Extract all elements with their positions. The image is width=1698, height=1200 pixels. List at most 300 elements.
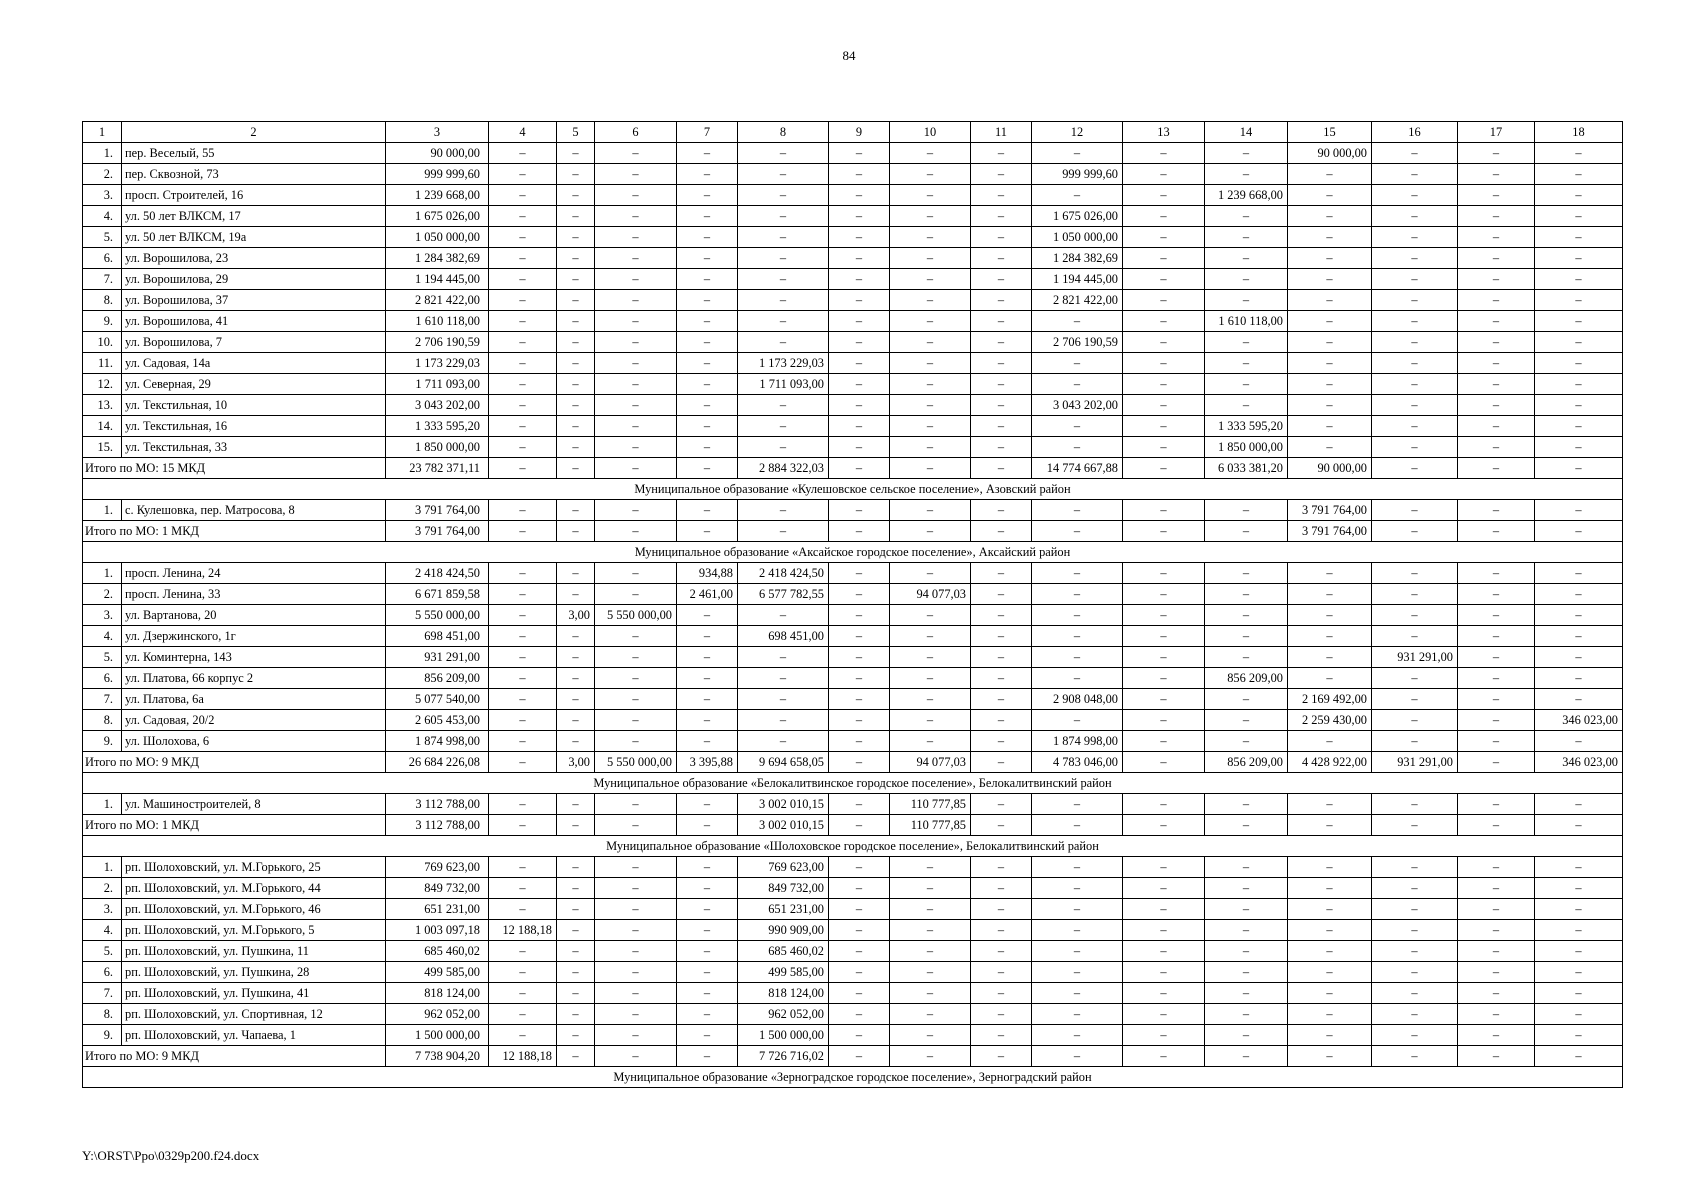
amount-cell: – — [1032, 626, 1123, 647]
amount-cell: – — [829, 374, 890, 395]
amount-cell: – — [1372, 878, 1458, 899]
row-number: 8. — [83, 710, 122, 731]
table-row — [83, 626, 1623, 647]
amount-cell: – — [557, 248, 595, 269]
municipality-heading: Муниципальное образование «Белокалитвинское городское поселение», Белокалитвинский район — [83, 773, 1623, 794]
amount-cell: – — [1123, 290, 1205, 311]
amount-cell: – — [1123, 1004, 1205, 1025]
total-cell: 6 033 381,20 — [1205, 458, 1288, 479]
total-cell: – — [1123, 752, 1205, 773]
amount-cell: – — [1288, 794, 1372, 815]
amount-cell: – — [1288, 731, 1372, 752]
amount-cell: – — [738, 143, 829, 164]
amount-cell: – — [1123, 416, 1205, 437]
amount-cell: – — [971, 605, 1032, 626]
table-row — [83, 710, 1623, 731]
row-number: 8. — [83, 1004, 122, 1025]
amount-cell: – — [1205, 920, 1288, 941]
amount-cell: – — [1535, 605, 1623, 626]
table-row — [83, 941, 1623, 962]
amount-cell: – — [1123, 374, 1205, 395]
amount-cell: – — [595, 731, 677, 752]
total-cost-cell: 499 585,00 — [386, 962, 489, 983]
amount-cell: – — [738, 227, 829, 248]
total-cell: – — [971, 458, 1032, 479]
amount-cell: – — [1205, 626, 1288, 647]
amount-cell: – — [971, 332, 1032, 353]
total-cost-cell: 1 874 998,00 — [386, 731, 489, 752]
amount-cell: – — [1205, 605, 1288, 626]
amount-cell: – — [1372, 941, 1458, 962]
amount-cell: – — [971, 353, 1032, 374]
footer-file-path: Y:\ORST\Ppo\0329p200.f24.docx — [82, 1148, 260, 1163]
amount-cell: – — [1535, 647, 1623, 668]
amount-cell: – — [1288, 311, 1372, 332]
amount-cell: – — [1123, 626, 1205, 647]
amount-cell: – — [971, 1004, 1032, 1025]
amount-cell: – — [890, 290, 971, 311]
section-heading-row — [83, 1067, 1623, 1088]
amount-cell: – — [1372, 248, 1458, 269]
total-cell: 346 023,00 — [1535, 752, 1623, 773]
amount-cell: – — [829, 416, 890, 437]
amount-cell: – — [829, 647, 890, 668]
total-cell: – — [829, 815, 890, 836]
total-cell: – — [1123, 1046, 1205, 1067]
amount-cell: – — [829, 983, 890, 1004]
address-cell: рп. Шолоховский, ул. М.Горького, 44 — [122, 878, 386, 899]
amount-cell: 931 291,00 — [1372, 647, 1458, 668]
amount-cell: – — [595, 332, 677, 353]
total-cell: – — [971, 752, 1032, 773]
amount-cell: – — [677, 500, 738, 521]
amount-cell: – — [1288, 248, 1372, 269]
total-cell: – — [890, 458, 971, 479]
amount-cell: – — [829, 941, 890, 962]
amount-cell: – — [1123, 332, 1205, 353]
amount-cell: – — [1288, 920, 1372, 941]
amount-cell: – — [829, 269, 890, 290]
amount-cell: – — [1458, 857, 1535, 878]
address-cell: ул. Садовая, 14а — [122, 353, 386, 374]
total-cell: – — [1535, 1046, 1623, 1067]
amount-cell: – — [1372, 353, 1458, 374]
amount-cell: – — [829, 731, 890, 752]
amount-cell: – — [890, 332, 971, 353]
total-cell: – — [829, 752, 890, 773]
amount-cell: – — [829, 899, 890, 920]
total-cell: – — [1458, 458, 1535, 479]
amount-cell: – — [1535, 395, 1623, 416]
table-row — [83, 584, 1623, 605]
total-cost-cell: 3 112 788,00 — [386, 794, 489, 815]
amount-cell: – — [595, 647, 677, 668]
amount-cell: – — [890, 143, 971, 164]
amount-cell: – — [738, 269, 829, 290]
amount-cell: – — [677, 647, 738, 668]
amount-cell: – — [829, 584, 890, 605]
amount-cell: 3 043 202,00 — [1032, 395, 1123, 416]
amount-cell: – — [1288, 605, 1372, 626]
amount-cell: 3 002 010,15 — [738, 794, 829, 815]
total-cell: 3,00 — [557, 752, 595, 773]
amount-cell: – — [829, 206, 890, 227]
amount-cell: – — [1372, 983, 1458, 1004]
amount-cell: – — [1372, 416, 1458, 437]
amount-cell: – — [1123, 647, 1205, 668]
amount-cell: – — [971, 437, 1032, 458]
amount-cell: – — [1205, 206, 1288, 227]
amount-cell: – — [557, 899, 595, 920]
amount-cell: – — [557, 857, 595, 878]
amount-cell: – — [890, 311, 971, 332]
amount-cell: – — [1205, 689, 1288, 710]
amount-cell: – — [1205, 941, 1288, 962]
column-number-cell: 17 — [1458, 122, 1535, 143]
amount-cell: – — [890, 206, 971, 227]
amount-cell: – — [890, 899, 971, 920]
total-cost-cell: 2 418 424,50 — [386, 563, 489, 584]
row-number: 3. — [83, 185, 122, 206]
amount-cell: – — [557, 332, 595, 353]
amount-cell: – — [489, 857, 557, 878]
amount-cell: – — [890, 983, 971, 1004]
total-cell: – — [1458, 752, 1535, 773]
total-row — [83, 815, 1623, 836]
amount-cell: – — [489, 500, 557, 521]
amount-cell: – — [677, 164, 738, 185]
amount-cell: – — [595, 143, 677, 164]
amount-cell: – — [557, 710, 595, 731]
amount-cell: 110 777,85 — [890, 794, 971, 815]
column-number-cell: 1 — [83, 122, 122, 143]
amount-cell: – — [738, 185, 829, 206]
total-label: Итого по МО: 9 МКД — [83, 1046, 386, 1067]
total-cell: – — [489, 752, 557, 773]
total-cell: – — [557, 815, 595, 836]
total-cell: 110 777,85 — [890, 815, 971, 836]
total-cell: – — [829, 1046, 890, 1067]
total-cell: 4 428 922,00 — [1288, 752, 1372, 773]
total-label: Итого по МО: 15 МКД — [83, 458, 386, 479]
amount-cell: – — [677, 689, 738, 710]
amount-cell: – — [829, 1004, 890, 1025]
amount-cell: – — [1458, 605, 1535, 626]
amount-cell: 685 460,02 — [738, 941, 829, 962]
total-cell: – — [677, 1046, 738, 1067]
amount-cell: – — [489, 899, 557, 920]
amount-cell: – — [595, 983, 677, 1004]
amount-cell: – — [738, 206, 829, 227]
amount-cell: – — [677, 899, 738, 920]
column-number-cell: 6 — [595, 122, 677, 143]
amount-cell: – — [971, 206, 1032, 227]
amount-cell: – — [595, 857, 677, 878]
amount-cell: – — [971, 794, 1032, 815]
amount-cell: – — [1535, 332, 1623, 353]
amount-cell: – — [677, 311, 738, 332]
amount-cell: – — [971, 899, 1032, 920]
amount-cell: – — [971, 857, 1032, 878]
address-cell: ул. Ворошилова, 29 — [122, 269, 386, 290]
amount-cell: – — [595, 311, 677, 332]
amount-cell: – — [738, 647, 829, 668]
total-cost-cell: 1 284 382,69 — [386, 248, 489, 269]
amount-cell: – — [1205, 563, 1288, 584]
address-cell: ул. Платова, 6а — [122, 689, 386, 710]
total-cell: – — [738, 521, 829, 542]
amount-cell: – — [1032, 500, 1123, 521]
amount-cell: – — [1205, 374, 1288, 395]
amount-cell: – — [595, 689, 677, 710]
amount-cell: – — [1535, 374, 1623, 395]
amount-cell: – — [1372, 899, 1458, 920]
amount-cell: – — [557, 164, 595, 185]
amount-cell: – — [1458, 941, 1535, 962]
amount-cell: – — [1458, 311, 1535, 332]
row-number: 1. — [83, 500, 122, 521]
amount-cell: – — [1535, 584, 1623, 605]
amount-cell: 698 451,00 — [738, 626, 829, 647]
amount-cell: – — [1535, 353, 1623, 374]
amount-cell: – — [1372, 584, 1458, 605]
amount-cell: – — [489, 689, 557, 710]
amount-cell: 1 284 382,69 — [1032, 248, 1123, 269]
address-cell: ул. Ворошилова, 7 — [122, 332, 386, 353]
amount-cell: – — [1123, 227, 1205, 248]
column-number-cell: 10 — [890, 122, 971, 143]
total-cell: – — [1032, 521, 1123, 542]
total-cost-cell: 856 209,00 — [386, 668, 489, 689]
amount-cell: – — [557, 920, 595, 941]
amount-cell: – — [557, 227, 595, 248]
amount-cell: – — [557, 290, 595, 311]
total-cell: – — [489, 815, 557, 836]
amount-cell: – — [1372, 626, 1458, 647]
row-number: 9. — [83, 731, 122, 752]
amount-cell: – — [1535, 416, 1623, 437]
total-cell: – — [1032, 815, 1123, 836]
total-cost-cell: 685 460,02 — [386, 941, 489, 962]
amount-cell: – — [557, 668, 595, 689]
amount-cell: – — [829, 353, 890, 374]
amount-cell: – — [1535, 290, 1623, 311]
amount-cell: – — [971, 1025, 1032, 1046]
amount-cell: – — [890, 185, 971, 206]
amount-cell: 990 909,00 — [738, 920, 829, 941]
amount-cell: – — [1458, 962, 1535, 983]
table-row — [83, 1004, 1623, 1025]
amount-cell: – — [1032, 437, 1123, 458]
table-row — [83, 920, 1623, 941]
amount-cell: – — [1535, 668, 1623, 689]
total-cell: – — [1458, 1046, 1535, 1067]
amount-cell: – — [1205, 1025, 1288, 1046]
amount-cell: 962 052,00 — [738, 1004, 829, 1025]
amount-cell: – — [1123, 395, 1205, 416]
amount-cell: – — [829, 794, 890, 815]
amount-cell: – — [1535, 227, 1623, 248]
amount-cell: – — [1288, 437, 1372, 458]
amount-cell: – — [1205, 395, 1288, 416]
amount-cell: – — [1458, 248, 1535, 269]
column-number-cell: 18 — [1535, 122, 1623, 143]
amount-cell: – — [1123, 206, 1205, 227]
amount-cell: – — [1123, 185, 1205, 206]
amount-cell: – — [595, 962, 677, 983]
amount-cell: – — [829, 605, 890, 626]
amount-cell: – — [489, 353, 557, 374]
amount-cell: – — [890, 563, 971, 584]
amount-cell: 2 169 492,00 — [1288, 689, 1372, 710]
amount-cell: – — [829, 143, 890, 164]
amount-cell: – — [489, 605, 557, 626]
amount-cell: – — [1458, 563, 1535, 584]
total-cost-cell: 2 821 422,00 — [386, 290, 489, 311]
amount-cell: – — [890, 1004, 971, 1025]
amount-cell: – — [1123, 920, 1205, 941]
column-number-cell: 11 — [971, 122, 1032, 143]
amount-cell: – — [1123, 962, 1205, 983]
amount-cell: – — [489, 290, 557, 311]
column-number-cell: 7 — [677, 122, 738, 143]
row-number: 1. — [83, 794, 122, 815]
amount-cell: – — [890, 269, 971, 290]
amount-cell: – — [677, 437, 738, 458]
amount-cell: – — [1205, 584, 1288, 605]
total-cell: – — [1535, 521, 1623, 542]
amount-cell: – — [1458, 668, 1535, 689]
amount-cell: – — [489, 626, 557, 647]
amount-cell: – — [595, 248, 677, 269]
row-number: 3. — [83, 605, 122, 626]
column-number-cell: 4 — [489, 122, 557, 143]
amount-cell: 1 711 093,00 — [738, 374, 829, 395]
amount-cell: – — [1372, 605, 1458, 626]
amount-cell: – — [890, 374, 971, 395]
amount-cell: – — [1123, 584, 1205, 605]
table-row — [83, 206, 1623, 227]
address-cell: ул. Машиностроителей, 8 — [122, 794, 386, 815]
amount-cell: 1 850 000,00 — [1205, 437, 1288, 458]
column-number-cell: 8 — [738, 122, 829, 143]
amount-cell: – — [1032, 563, 1123, 584]
total-cell: – — [829, 458, 890, 479]
amount-cell: – — [971, 647, 1032, 668]
amount-cell: – — [1205, 269, 1288, 290]
amount-cell: – — [677, 248, 738, 269]
amount-cell: – — [1032, 185, 1123, 206]
amount-cell: – — [890, 605, 971, 626]
total-cell: 4 783 046,00 — [1032, 752, 1123, 773]
row-number: 2. — [83, 878, 122, 899]
amount-cell: – — [1372, 563, 1458, 584]
amount-cell: 1 675 026,00 — [1032, 206, 1123, 227]
amount-cell: – — [1032, 920, 1123, 941]
amount-cell: – — [829, 227, 890, 248]
municipality-heading: Муниципальное образование «Шолоховское городское поселение», Белокалитвинский район — [83, 836, 1623, 857]
address-cell: рп. Шолоховский, ул. Чапаева, 1 — [122, 1025, 386, 1046]
amount-cell: – — [1458, 416, 1535, 437]
amount-cell: – — [1372, 374, 1458, 395]
amount-cell: – — [595, 1025, 677, 1046]
amount-cell: – — [1205, 647, 1288, 668]
amount-cell: – — [829, 500, 890, 521]
amount-cell: – — [829, 962, 890, 983]
amount-cell: – — [1288, 374, 1372, 395]
amount-cell: – — [1288, 668, 1372, 689]
amount-cell: – — [595, 668, 677, 689]
amount-cell: – — [1372, 920, 1458, 941]
amount-cell: – — [738, 437, 829, 458]
amount-cell: – — [971, 731, 1032, 752]
amount-cell: – — [1123, 500, 1205, 521]
amount-cell: – — [890, 500, 971, 521]
section-heading-row — [83, 542, 1623, 563]
amount-cell: – — [1458, 899, 1535, 920]
total-cell: – — [1288, 1046, 1372, 1067]
amount-cell: – — [595, 584, 677, 605]
amount-cell: – — [557, 794, 595, 815]
amount-cell: – — [1288, 206, 1372, 227]
amount-cell: – — [677, 416, 738, 437]
amount-cell: – — [971, 983, 1032, 1004]
amount-cell: – — [1372, 269, 1458, 290]
amount-cell: – — [677, 227, 738, 248]
total-row — [83, 1046, 1623, 1067]
amount-cell: 818 124,00 — [738, 983, 829, 1004]
amount-cell: – — [1032, 941, 1123, 962]
amount-cell: – — [1458, 395, 1535, 416]
amount-cell: – — [890, 857, 971, 878]
amount-cell: – — [595, 1004, 677, 1025]
amount-cell: 1 333 595,20 — [1205, 416, 1288, 437]
amount-cell: – — [677, 878, 738, 899]
page-number: 84 — [842, 48, 856, 63]
total-cell: – — [557, 521, 595, 542]
amount-cell: – — [557, 143, 595, 164]
table-row — [83, 731, 1623, 752]
amount-cell: – — [1288, 878, 1372, 899]
address-cell: рп. Шолоховский, ул. Пушкина, 41 — [122, 983, 386, 1004]
amount-cell: 651 231,00 — [738, 899, 829, 920]
amount-cell: – — [1205, 290, 1288, 311]
amount-cell: – — [677, 731, 738, 752]
total-cell: – — [829, 521, 890, 542]
row-number: 14. — [83, 416, 122, 437]
amount-cell: – — [1372, 668, 1458, 689]
amount-cell: – — [1372, 332, 1458, 353]
amount-cell: – — [595, 899, 677, 920]
total-cost-cell: 1 003 097,18 — [386, 920, 489, 941]
table-row — [83, 395, 1623, 416]
address-cell: с. Кулешовка, пер. Матросова, 8 — [122, 500, 386, 521]
row-number: 6. — [83, 668, 122, 689]
row-number: 6. — [83, 962, 122, 983]
amount-cell: – — [1123, 878, 1205, 899]
address-cell: просп. Ленина, 24 — [122, 563, 386, 584]
row-number: 4. — [83, 626, 122, 647]
amount-cell: – — [1123, 563, 1205, 584]
amount-cell: – — [677, 668, 738, 689]
amount-cell: – — [1535, 248, 1623, 269]
amount-cell: – — [1535, 563, 1623, 584]
amount-cell: – — [1123, 164, 1205, 185]
amount-cell: – — [1123, 248, 1205, 269]
amount-cell: – — [1288, 353, 1372, 374]
amount-cell: – — [557, 584, 595, 605]
amount-cell: – — [677, 374, 738, 395]
